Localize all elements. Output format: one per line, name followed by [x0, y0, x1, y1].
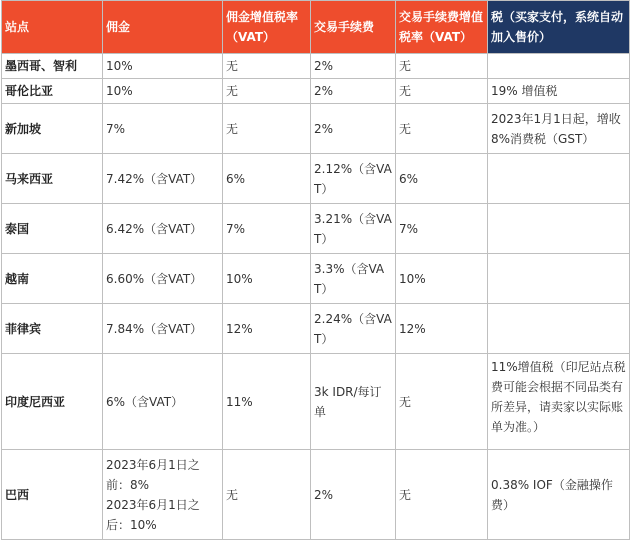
tax-cell: [488, 254, 630, 304]
fee-cell: 2.24%（含VAT）: [311, 304, 396, 354]
commission-vat-cell: 10%: [223, 254, 311, 304]
site-cell: 墨西哥、智利: [2, 54, 103, 79]
table-row: [2, 204, 630, 254]
table-row: [2, 104, 630, 154]
tax-cell: [488, 54, 630, 79]
tax-cell: 0.38% IOF（金融操作费）: [488, 450, 630, 540]
commission-cell: 7.42%（含VAT）: [103, 154, 223, 204]
fee-vat-cell: 12%: [396, 304, 488, 354]
fee-cell: 2.12%（含VAT）: [311, 154, 396, 204]
table-row: [2, 450, 630, 540]
tax-cell: [488, 304, 630, 354]
header-commission-vat: 佣金增值税率（VAT）: [223, 1, 311, 54]
header-row: [2, 1, 630, 54]
header-commission: 佣金: [103, 1, 223, 54]
table-row: [2, 79, 630, 104]
header-tax: 税（买家支付，系统自动加入售价）: [488, 1, 630, 54]
fee-cell: 2%: [311, 450, 396, 540]
header-transaction-fee: 交易手续费: [311, 1, 396, 54]
fee-cell: 2%: [311, 54, 396, 79]
site-cell: 泰国: [2, 204, 103, 254]
commission-vat-cell: 无: [223, 104, 311, 154]
tax-cell: [488, 154, 630, 204]
site-cell: 越南: [2, 254, 103, 304]
fee-vat-cell: 6%: [396, 154, 488, 204]
site-cell: 马来西亚: [2, 154, 103, 204]
header-site: 站点: [2, 1, 103, 54]
commission-cell: 6%（含VAT）: [103, 354, 223, 450]
fee-vat-cell: 10%: [396, 254, 488, 304]
header-transaction-fee-vat: 交易手续费增值税率（VAT）: [396, 1, 488, 54]
fee-cell: 3.3%（含VAT）: [311, 254, 396, 304]
commission-vat-cell: 无: [223, 54, 311, 79]
commission-vat-cell: 6%: [223, 154, 311, 204]
table-row: [2, 154, 630, 204]
fee-vat-cell: 无: [396, 354, 488, 450]
commission-vat-cell: 无: [223, 79, 311, 104]
commission-vat-cell: 12%: [223, 304, 311, 354]
fee-vat-cell: 无: [396, 104, 488, 154]
tax-cell: 19% 增值税: [488, 79, 630, 104]
commission-cell: 10%: [103, 54, 223, 79]
fee-cell: 3.21%（含VAT）: [311, 204, 396, 254]
table-row: [2, 54, 630, 79]
site-cell: 印度尼西亚: [2, 354, 103, 450]
commission-cell: 7.84%（含VAT）: [103, 304, 223, 354]
site-cell: 新加坡: [2, 104, 103, 154]
fee-cell: 2%: [311, 104, 396, 154]
commission-cell: 10%: [103, 79, 223, 104]
table-row: [2, 304, 630, 354]
site-cell: 菲律宾: [2, 304, 103, 354]
commission-cell: 6.60%（含VAT）: [103, 254, 223, 304]
commission-cell: 2023年6月1日之前：8% 2023年6月1日之后：10%: [103, 450, 223, 540]
fee-vat-cell: 无: [396, 79, 488, 104]
fee-table: [1, 0, 630, 540]
tax-cell: 11%增值税（印尼站点税费可能会根据不同品类有所差异，请卖家以实际账单为准。）: [488, 354, 630, 450]
fee-cell: 3k IDR/每订单: [311, 354, 396, 450]
fee-vat-cell: 无: [396, 54, 488, 79]
fee-vat-cell: 7%: [396, 204, 488, 254]
commission-vat-cell: 11%: [223, 354, 311, 450]
commission-cell: 6.42%（含VAT）: [103, 204, 223, 254]
table-row: [2, 354, 630, 450]
site-cell: 巴西: [2, 450, 103, 540]
table-row: [2, 254, 630, 304]
commission-cell: 7%: [103, 104, 223, 154]
site-cell: 哥伦比亚: [2, 79, 103, 104]
fee-vat-cell: 无: [396, 450, 488, 540]
fee-cell: 2%: [311, 79, 396, 104]
tax-cell: [488, 204, 630, 254]
tax-cell: 2023年1月1日起，增收8%消费税（GST）: [488, 104, 630, 154]
commission-vat-cell: 7%: [223, 204, 311, 254]
commission-vat-cell: 无: [223, 450, 311, 540]
